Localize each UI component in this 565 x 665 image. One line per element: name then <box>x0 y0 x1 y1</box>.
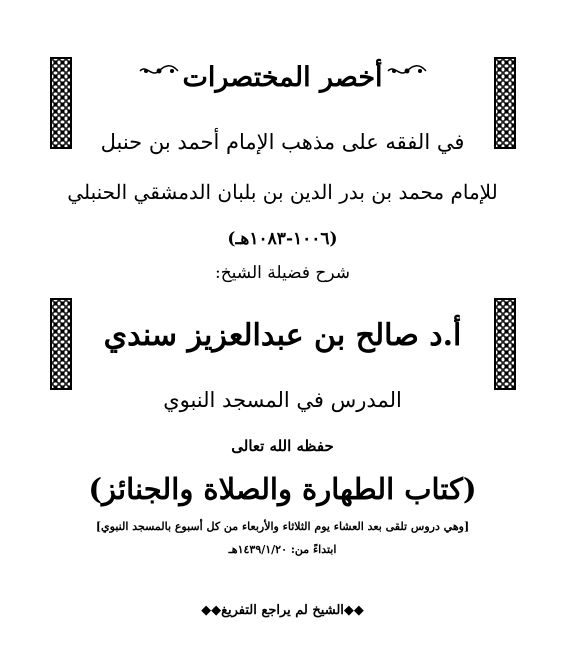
book-section-title: (كتاب الطهارة والصلاة والجنائز) <box>88 472 477 506</box>
author-line: للإمام محمد بن بدر الدين بن بلبان الدمشقي الحنبلي <box>67 180 498 204</box>
sharh-label: شرح فضيلة الشيخ: <box>214 263 351 283</box>
review-notice: ◆◆الشيخ لم يراجع التفريغ◆◆ <box>201 603 364 618</box>
sheikh-name: أ.د صالح بن عبدالعزيز سندي <box>103 318 462 353</box>
honorific: حفظه الله تعالى <box>231 437 334 455</box>
book-title: أخصر المختصرات <box>182 62 383 93</box>
author-dates: (١٠٠٦-١٠٨٣هـ) <box>227 229 338 249</box>
start-date: ابتداءً من: ١٤٣٩/١/٢٠هـ <box>228 543 337 556</box>
fiqh-subtitle: في الفقه على مذهب الإمام أحمد بن حنبل <box>100 130 465 154</box>
sheikh-position: المدرس في المسجد النبوي <box>163 388 402 412</box>
lessons-note: [وهي دروس تلقى بعد العشاء يوم الثلاثاء والأربعاء من كل أسبوع بالمسجد النبوي] <box>95 520 470 533</box>
